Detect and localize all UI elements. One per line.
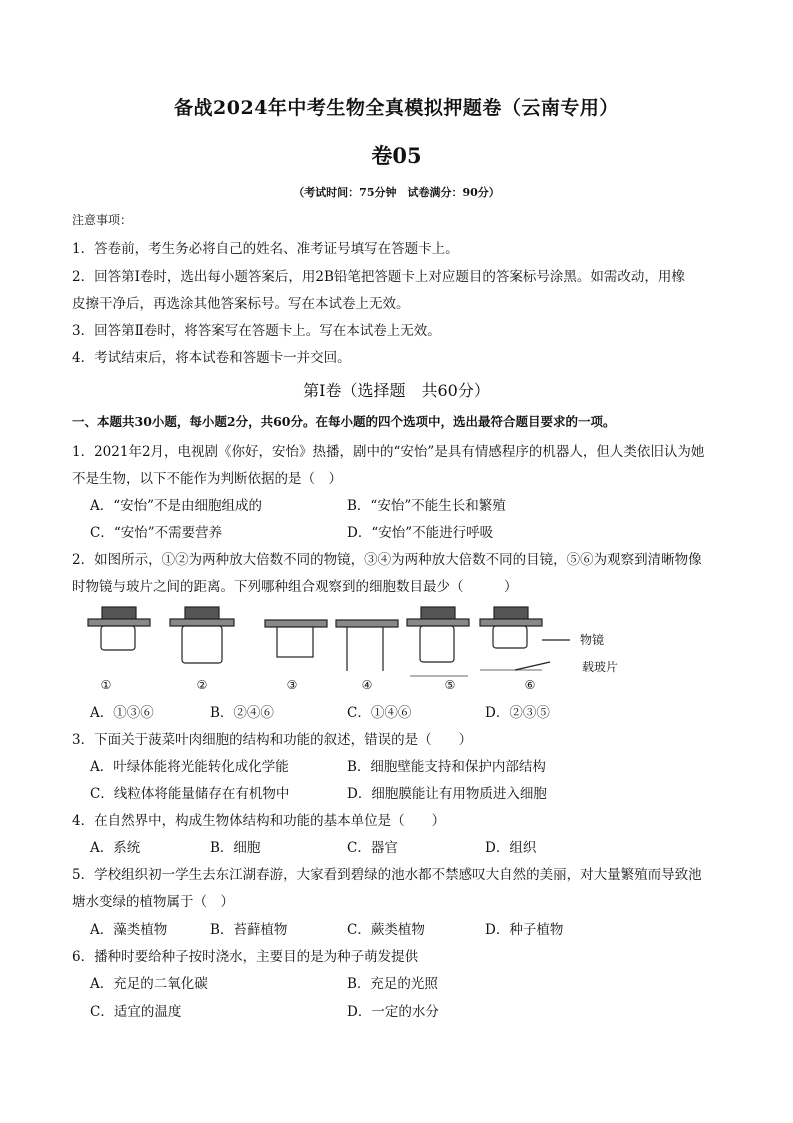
option-d: D．种子植物 bbox=[485, 922, 564, 938]
option-a: A．①③⑥ bbox=[90, 705, 154, 721]
option-b: B．充足的光照 bbox=[347, 976, 438, 992]
option-a: A．充足的二氧化碳 bbox=[90, 976, 208, 992]
exam-title: 备战2024年中考生物全真模拟押题卷（云南专用） bbox=[174, 97, 619, 119]
objective-lens-1 bbox=[88, 607, 150, 650]
microscope-lens-figure bbox=[80, 600, 660, 695]
note-item: 皮擦干净后，再选涂其他答案标号。写在本试卷上无效。 bbox=[72, 296, 410, 312]
option-a: A．系统 bbox=[90, 840, 141, 856]
option-d: D．一定的水分 bbox=[347, 1004, 439, 1020]
option-b: B．细胞 bbox=[210, 840, 261, 856]
option-a: A．“安怡”不是由细胞组成的 bbox=[90, 498, 263, 514]
exam-info: （考试时间：75分钟 试卷满分：90分） bbox=[293, 186, 500, 199]
option-b: B．苔藓植物 bbox=[210, 922, 288, 938]
option-b: B．②④⑥ bbox=[210, 705, 274, 721]
objective-distance-6 bbox=[480, 607, 570, 670]
option-d: D．细胞膜能让有用物质进入细胞 bbox=[347, 786, 547, 802]
figure-label-6: ⑥ bbox=[524, 678, 536, 692]
slide-label: 载玻片 bbox=[582, 660, 619, 674]
question-stem: 塘水变绿的植物属于（ ） bbox=[72, 894, 234, 910]
option-c: C．蕨类植物 bbox=[347, 922, 425, 938]
question-stem: 3．下面关于菠菜叶肉细胞的结构和功能的叙述，错误的是（ ） bbox=[72, 732, 473, 748]
option-c: C．①④⑥ bbox=[347, 705, 412, 721]
figure-label-2: ② bbox=[196, 678, 208, 692]
exam-subtitle: 卷05 bbox=[371, 143, 422, 168]
option-a: A．叶绿体能将光能转化成化学能 bbox=[90, 759, 289, 775]
option-a: A．藻类植物 bbox=[90, 922, 168, 938]
question-stem: 4．在自然界中，构成生物体结构和功能的基本单位是（ ） bbox=[72, 813, 446, 829]
eyepiece-4 bbox=[336, 620, 398, 671]
figure-label-4: ④ bbox=[361, 678, 373, 692]
option-c: C．“安怡”不需要营养 bbox=[90, 525, 223, 541]
question-stem: 5．学校组织初一学生去东江湖春游，大家看到碧绿的池水都不禁感叹大自然的美丽，对大量繁殖而导致池 bbox=[72, 867, 702, 883]
option-d: D．②③⑤ bbox=[485, 705, 550, 721]
option-d: D．“安怡”不能进行呼吸 bbox=[347, 525, 494, 541]
option-c: C．线粒体将能量储存在有机物中 bbox=[90, 786, 290, 802]
option-b: B．细胞壁能支持和保护内部结构 bbox=[347, 759, 546, 775]
objective-distance-5 bbox=[407, 607, 469, 676]
section-instruction: 一、本题共30小题，每小题2分，共60分。在每小题的四个选项中，选出最符合题目要求的一项。 bbox=[72, 414, 616, 429]
note-item: 4．考试结束后，将本试卷和答题卡一并交回。 bbox=[72, 350, 351, 366]
question-stem: 时物镜与玻片之间的距离。下列哪种组合观察到的细胞数目最少（ ） bbox=[72, 579, 518, 595]
option-c: C．器官 bbox=[347, 840, 398, 856]
option-c: C．适宜的温度 bbox=[90, 1004, 182, 1020]
figure-label-5: ⑤ bbox=[444, 678, 456, 692]
option-b: B．“安怡”不能生长和繁殖 bbox=[347, 498, 506, 514]
eyepiece-3 bbox=[265, 620, 327, 657]
note-item: 2．回答第Ⅰ卷时，选出每小题答案后，用2B铅笔把答题卡上对应题目的答案标号涂黑。如需改动，用橡 bbox=[72, 269, 685, 285]
figure-label-3: ③ bbox=[286, 678, 298, 692]
figure-label-1: ① bbox=[100, 678, 112, 692]
notes-heading: 注意事项： bbox=[72, 213, 133, 227]
option-d: D．组织 bbox=[485, 840, 537, 856]
question-stem: 1．2021年2月，电视剧《你好，安怡》热播，剧中的“安怡”是具有情感程序的机器人，但人类依旧认为她 bbox=[72, 444, 705, 460]
note-item: 1．答卷前，考生务必将自己的姓名、准考证号填写在答题卡上。 bbox=[72, 241, 459, 257]
question-stem: 6．播种时要给种子按时浇水，主要目的是为种子萌发提供 bbox=[72, 949, 419, 965]
objective-label: 物镜 bbox=[580, 633, 605, 647]
question-stem: 2．如图所示，①②为两种放大倍数不同的物镜，③④为两种放大倍数不同的目镜，⑤⑥为观察到清晰物像 bbox=[72, 552, 702, 568]
objective-lens-2 bbox=[170, 607, 234, 663]
question-stem: 不是生物，以下不能作为判断依据的是（ ） bbox=[72, 471, 342, 487]
section-title: 第Ⅰ卷（选择题 共60分） bbox=[303, 381, 490, 400]
note-item: 3．回答第Ⅱ卷时，将答案写在答题卡上。写在本试卷上无效。 bbox=[72, 323, 441, 339]
